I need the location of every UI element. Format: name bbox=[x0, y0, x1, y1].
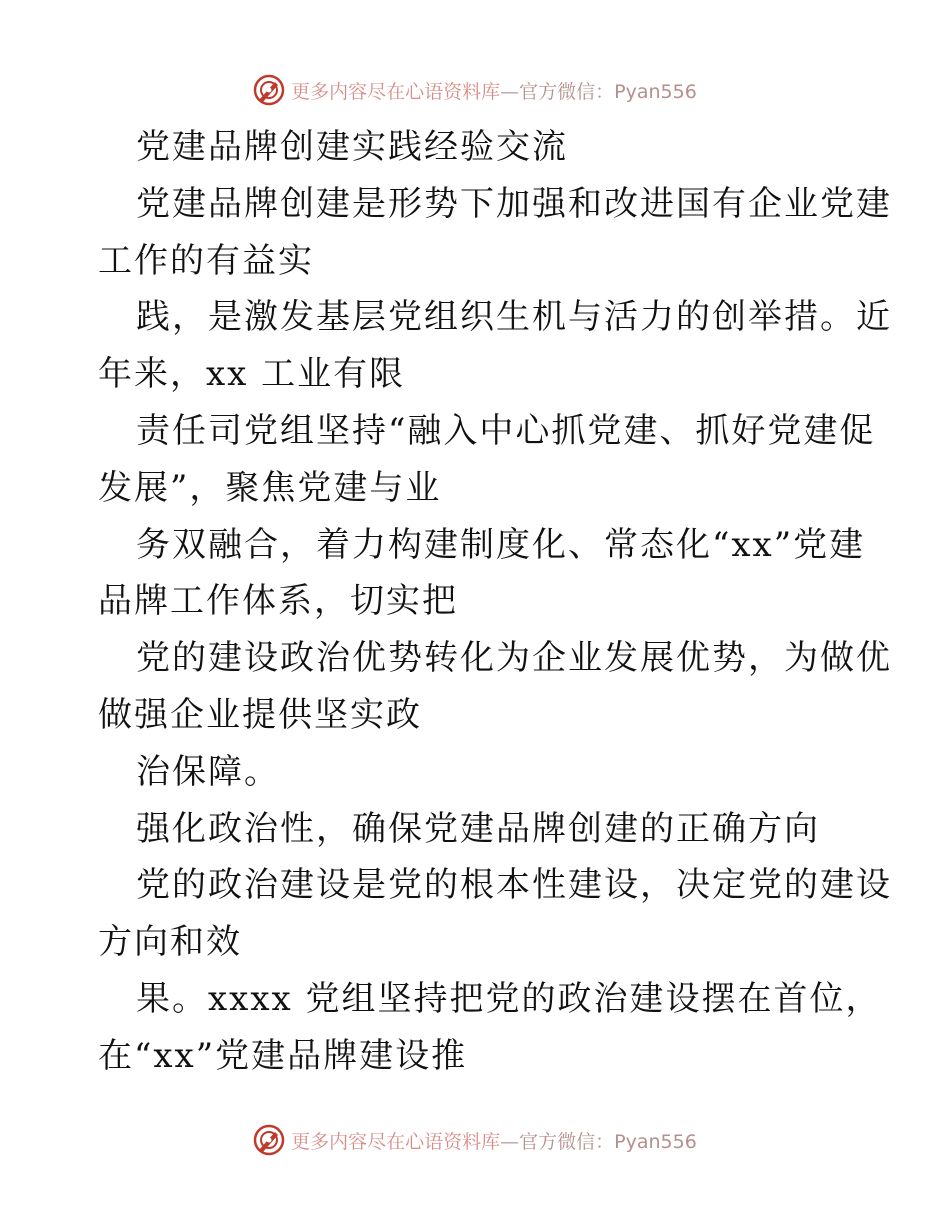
brand-logo-icon bbox=[253, 74, 285, 106]
doc-line: 方向和效 bbox=[98, 922, 242, 963]
brand-logo-icon bbox=[253, 1124, 285, 1156]
doc-line: 果。xxxx 党组坚持把党的政治建设摆在首位， bbox=[136, 978, 882, 1019]
doc-line: 践，是激发基层党组织生机与活力的创举措。近 bbox=[136, 297, 892, 338]
header-watermark-banner bbox=[0, 70, 950, 110]
document-body bbox=[98, 119, 892, 1085]
doc-line: 工作的有益实 bbox=[98, 240, 314, 281]
doc-line: 年来，xx 工业有限 bbox=[98, 354, 406, 395]
footer-banner-text: 更多内容尽在心语资料库—官方微信：Pyan556 bbox=[291, 1130, 697, 1153]
doc-line: 治保障。 bbox=[136, 751, 280, 792]
doc-line: 在“xx”党建品牌建设推 bbox=[98, 1035, 468, 1076]
doc-line: 务双融合，着力构建制度化、常态化“xx”党建 bbox=[136, 524, 866, 565]
doc-title: 党建品牌创建实践经验交流 bbox=[136, 127, 568, 167]
doc-line: 做强企业提供坚实政 bbox=[98, 694, 422, 735]
doc-line: 责任司党组坚持“融入中心抓党建、抓好党建促 bbox=[136, 410, 876, 451]
section-heading: 强化政治性，确保党建品牌创建的正确方向 bbox=[136, 808, 820, 849]
header-banner-text: 更多内容尽在心语资料库—官方微信：Pyan556 bbox=[291, 80, 697, 103]
doc-line: 发展”，聚焦党建与业 bbox=[98, 467, 442, 508]
doc-line: 党的政治建设是党的根本性建设，决定党的建设 bbox=[136, 865, 892, 906]
doc-line: 党建品牌创建是形势下加强和改进国有企业党建 bbox=[136, 183, 892, 224]
doc-line: 党的建设政治优势转化为企业发展优势，为做优 bbox=[136, 638, 892, 679]
doc-line: 品牌工作体系，切实把 bbox=[98, 581, 458, 622]
footer-watermark-banner bbox=[0, 1120, 950, 1160]
